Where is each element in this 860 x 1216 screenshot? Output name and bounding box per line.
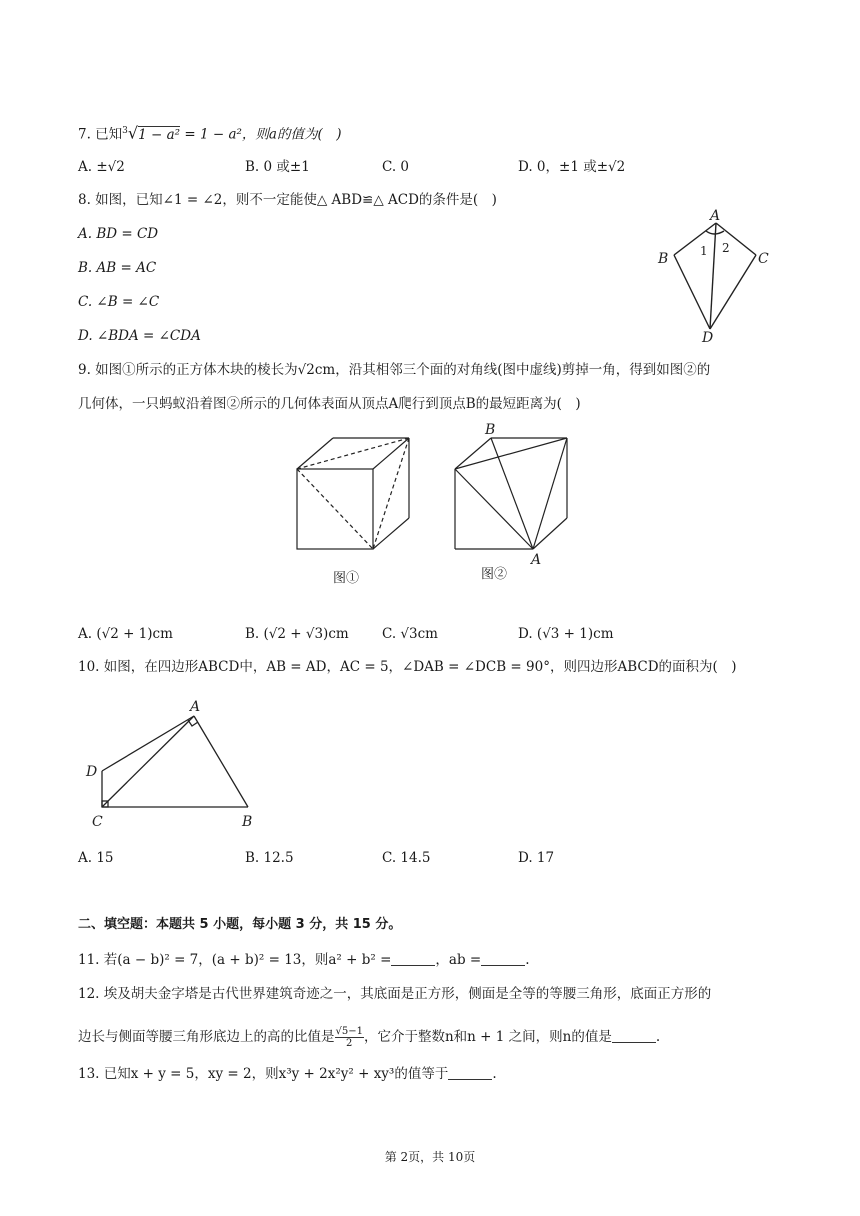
- q13-blank[interactable]: [448, 1065, 492, 1080]
- q11-part1: 11. 若(a − b)² = 7，(a + b)² = 13，则a² + b² =: [78, 952, 392, 968]
- q13-stem: [78, 1064, 497, 1084]
- q11-blank-1[interactable]: [391, 951, 435, 966]
- q7-option-a: A. ±√2: [78, 159, 125, 175]
- q8-stem: 8. 如图，已知∠1 = ∠2，则不一定能使△ ABD≌△ ACD的条件是( ): [78, 192, 497, 208]
- q10-label-d: D: [86, 764, 98, 780]
- q8-option-b: B. AB = AC: [78, 260, 157, 276]
- q10-stem: 10. 如图，在四边形ABCD中，AB = AD，AC = 5，∠DAB = ∠DCB = 90°，则四边形ABCD的面积为( ): [78, 659, 737, 675]
- q12-line2-b: ，它介于整数n和n + 1 之间，则n的值是: [363, 1029, 612, 1045]
- q12-line2-c: .: [655, 1029, 661, 1045]
- q13-part2: .: [492, 1066, 497, 1082]
- q12-blank[interactable]: [612, 1028, 656, 1043]
- q8-option-d: D. ∠BDA = ∠CDA: [78, 328, 201, 344]
- fig2-label-b: B: [485, 422, 496, 438]
- fig1-caption: 图①: [333, 571, 360, 586]
- q10-option-d: D. 17: [518, 850, 555, 866]
- q11-part3: .: [525, 952, 530, 968]
- q9-line1: 9. 如图①所示的正方体木块的棱长为√2cm，沿其相邻三个面的对角线(图中虚线)剪掉一角，得到如图②的: [78, 362, 711, 378]
- q8-angle-1: 1: [700, 244, 708, 258]
- q10-figure: [78, 690, 278, 835]
- q9-option-b: B. (√2 + √3)cm: [245, 626, 349, 642]
- q11-stem: [78, 950, 529, 970]
- q12-line2-a: 边长与侧面等腰三角形底边上的高的比值是: [78, 1029, 335, 1045]
- q12-line1: 12. 埃及胡夫金字塔是古代世界建筑奇迹之一，其底面是正方形，侧面是全等的等腰三角形，底面正方形的: [78, 986, 712, 1002]
- cube-figure-2: [455, 438, 567, 549]
- q10-label-b: B: [242, 814, 253, 830]
- q13-part1: 13. 已知x + y = 5，xy = 2，则x³y + 2x²y² + xy³的值等于: [78, 1066, 449, 1082]
- q8-label-a: A: [710, 208, 721, 224]
- q8-label-c: C: [758, 251, 769, 267]
- radical-sign: √: [127, 123, 139, 143]
- q10-option-b: B. 12.5: [245, 850, 294, 866]
- q9-figures: [285, 420, 585, 595]
- q10-option-a: A. 15: [78, 850, 114, 866]
- q7-stem: [78, 121, 341, 145]
- q10-label-c: C: [92, 814, 103, 830]
- q9-option-c: C. √3cm: [382, 626, 438, 642]
- q7-option-d: D. 0，±1 或±√2: [518, 159, 626, 175]
- q8-label-b: B: [658, 251, 669, 267]
- fraction-numerator: √5−1: [335, 1026, 363, 1037]
- cube-figure-1: [297, 438, 409, 549]
- q8-figure: [650, 205, 785, 345]
- fig2-caption: 图②: [481, 567, 508, 582]
- q8-option-a: A. BD = CD: [78, 226, 159, 242]
- q8-label-d: D: [702, 330, 714, 345]
- q8-angle-2: 2: [722, 241, 730, 255]
- q8-option-c: C. ∠B = ∠C: [78, 294, 160, 310]
- q7-rest: = 1 − a²，则a的值为( ): [180, 126, 342, 143]
- page-footer: 第 2页，共 10页: [384, 1150, 476, 1164]
- q12-line2: [78, 1026, 660, 1049]
- q10-option-c: C. 14.5: [382, 850, 431, 866]
- q7-option-c: C. 0: [382, 159, 410, 175]
- q7-prefix: 7. 已知: [78, 126, 123, 143]
- q11-blank-2[interactable]: [481, 951, 525, 966]
- q7-root-index: 3: [122, 126, 128, 136]
- q12-fraction: [335, 1026, 364, 1049]
- q7-option-b: B. 0 或±1: [245, 159, 310, 175]
- q9-option-a: A. (√2 + 1)cm: [78, 626, 173, 642]
- q7-radicand: 1 − a²: [138, 126, 181, 143]
- q9-line2: 几何体，一只蚂蚁沿着图②所示的几何体表面从顶点A爬行到顶点B的最短距离为( ): [78, 396, 581, 412]
- q11-part2: ，ab =: [435, 952, 482, 968]
- fig2-label-a: A: [531, 552, 542, 568]
- fraction-denominator: 2: [346, 1038, 353, 1049]
- q9-option-d: D. (√3 + 1)cm: [518, 626, 614, 642]
- section-heading: 二、填空题：本题共 5 小题，每小题 3 分，共 15 分。: [78, 917, 402, 932]
- q10-label-a: A: [190, 699, 201, 715]
